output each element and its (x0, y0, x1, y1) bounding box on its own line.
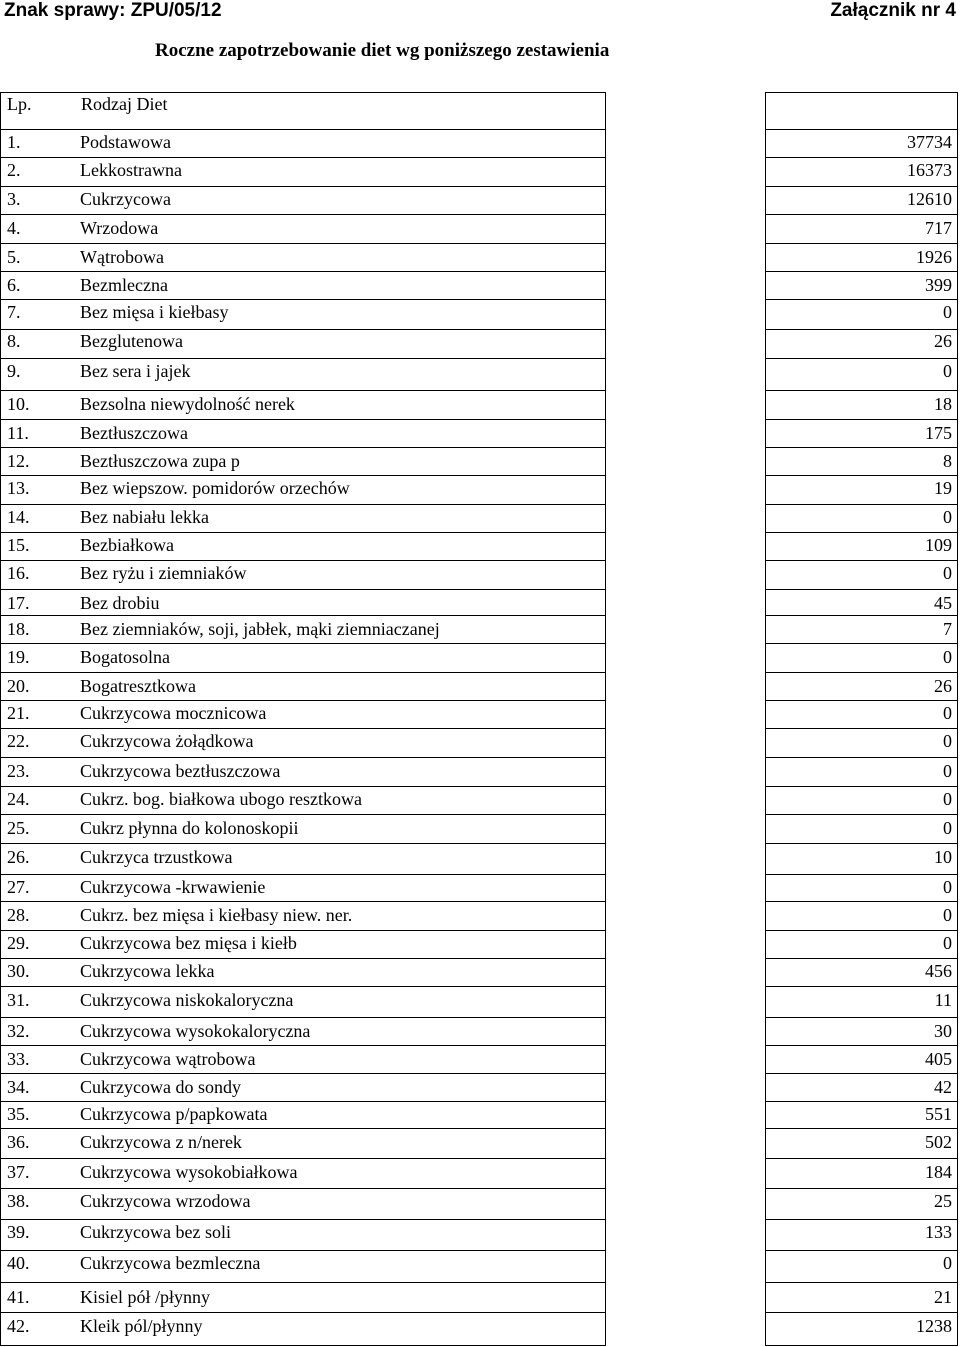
diet-name: Cukrzycowa bezmleczna (80, 1253, 261, 1273)
diet-name: Cukrzycowa wysokobiałkowa (80, 1162, 298, 1182)
row-number: 39. (7, 1222, 30, 1242)
grid-hline (765, 786, 958, 787)
row-number: 35. (7, 1104, 30, 1124)
grid-hline (765, 589, 958, 590)
grid-hline (765, 1073, 958, 1074)
grid-hline (765, 129, 958, 130)
grid-hline (765, 358, 958, 359)
row-number: 38. (7, 1191, 30, 1211)
grid-hline (0, 672, 606, 673)
table-row (0, 1161, 960, 1183)
diet-name: Bezglutenowa (80, 331, 183, 351)
diet-quantity: 717 (925, 218, 952, 238)
row-number: 23. (7, 761, 30, 781)
table-row (0, 477, 960, 499)
table-row (0, 618, 960, 640)
diet-quantity: 1926 (916, 247, 952, 267)
grid-hline (765, 874, 958, 875)
table-row (0, 876, 960, 898)
diet-quantity: 0 (943, 933, 952, 953)
grid-hline (765, 243, 958, 244)
diet-quantity: 0 (943, 703, 952, 723)
diet-quantity: 11 (934, 990, 952, 1010)
diet-name: Kisiel pół /płynny (80, 1287, 210, 1307)
diet-name: Cukrzycowa wątrobowa (80, 1049, 256, 1069)
table-row (0, 360, 960, 382)
case-number: Znak sprawy: ZPU/05/12 (4, 0, 222, 21)
diet-quantity: 0 (943, 789, 952, 809)
grid-hline (0, 1017, 606, 1018)
diet-quantity: 0 (943, 507, 952, 527)
diet-name: Cukrzycowa wrzodowa (80, 1191, 251, 1211)
diet-quantity: 25 (934, 1191, 952, 1211)
grid-hline (765, 1158, 958, 1159)
column-header-lp: Lp. (7, 94, 32, 114)
grid-hline (765, 1128, 958, 1129)
row-number: 1. (7, 132, 21, 152)
diet-quantity: 16373 (907, 160, 952, 180)
grid-hline (765, 615, 958, 616)
grid-hline (765, 643, 958, 644)
table-row (0, 274, 960, 296)
grid-hline (0, 728, 606, 729)
diet-quantity: 405 (925, 1049, 952, 1069)
grid-hline (0, 532, 606, 533)
diet-quantity: 109 (925, 535, 952, 555)
row-number: 12. (7, 451, 30, 471)
row-number: 11. (7, 423, 29, 443)
diet-name: Bez ryżu i ziemniaków (80, 563, 247, 583)
grid-hline (765, 1219, 958, 1220)
row-number: 40. (7, 1253, 30, 1273)
grid-hline (0, 129, 606, 130)
diet-name: Cukrzycowa do sondy (80, 1077, 241, 1097)
table-row (0, 904, 960, 926)
diet-name: Cukrz płynna do kolonoskopii (80, 818, 299, 838)
diet-name: Podstawowa (80, 132, 171, 152)
grid-hline (765, 92, 958, 93)
diet-name: Cukrzycowa -krwawienie (80, 877, 266, 897)
grid-hline (765, 930, 958, 931)
diet-name: Wątrobowa (80, 247, 164, 267)
table-row (0, 1131, 960, 1153)
grid-hline (0, 214, 606, 215)
diet-name: Kleik pól/płynny (80, 1316, 203, 1336)
document-title: Roczne zapotrzebowanie diet wg poniższego zestawienia (155, 40, 610, 61)
diet-quantity: 1238 (916, 1316, 952, 1336)
grid-hline (0, 700, 606, 701)
grid-hline (765, 475, 958, 476)
row-number: 26. (7, 847, 30, 867)
grid-hline (0, 92, 606, 93)
row-number: 20. (7, 676, 30, 696)
grid-hline (765, 728, 958, 729)
row-number: 31. (7, 990, 30, 1010)
diet-name: Bezsolna niewydolność nerek (80, 394, 295, 414)
diet-quantity: 0 (943, 361, 952, 381)
row-number: 5. (7, 247, 21, 267)
attachment-label: Załącznik nr 4 (830, 0, 956, 21)
diet-name: Cukrzycowa wysokokaloryczna (80, 1021, 311, 1041)
diet-quantity: 0 (943, 731, 952, 751)
grid-hline (0, 643, 606, 644)
diet-quantity: 26 (934, 331, 952, 351)
diet-name: Bez drobiu (80, 593, 160, 613)
grid-hline (0, 1282, 606, 1283)
table-row (0, 1190, 960, 1212)
grid-hline (0, 930, 606, 931)
diet-quantity: 0 (943, 905, 952, 925)
grid-hline (0, 271, 606, 272)
table-row (0, 330, 960, 352)
table-row (0, 562, 960, 584)
diet-name: Cukrzycowa żołądkowa (80, 731, 254, 751)
diet-quantity: 399 (925, 275, 952, 295)
grid-hline (0, 1250, 606, 1251)
row-number: 29. (7, 933, 30, 953)
diet-name: Wrzodowa (80, 218, 159, 238)
grid-hline (0, 843, 606, 844)
grid-hline (0, 447, 606, 448)
grid-hline (0, 786, 606, 787)
grid-hline (0, 1045, 606, 1046)
diet-quantity: 12610 (907, 189, 952, 209)
table-row (0, 730, 960, 752)
diet-quantity: 0 (943, 877, 952, 897)
grid-hline (0, 560, 606, 561)
grid-hline (0, 186, 606, 187)
table-row (0, 246, 960, 268)
grid-hline (765, 1101, 958, 1102)
diet-name: Cukrzycowa beztłuszczowa (80, 761, 281, 781)
grid-hline (765, 532, 958, 533)
diet-quantity: 456 (925, 961, 952, 981)
table-row (0, 159, 960, 181)
diet-name: Cukrzycowa lekka (80, 961, 215, 981)
grid-hline (0, 243, 606, 244)
table-row (0, 188, 960, 210)
row-number: 28. (7, 905, 30, 925)
row-number: 15. (7, 535, 30, 555)
diet-name: Cukrzycowa bez mięsa i kiełb (80, 933, 297, 953)
grid-hline (765, 1282, 958, 1283)
column-header-diet-type: Rodzaj Diet (81, 94, 168, 114)
grid-hline (0, 1312, 606, 1313)
grid-hline (765, 214, 958, 215)
table-row (0, 1252, 960, 1274)
diet-quantity: 7 (943, 619, 952, 639)
table-row (0, 932, 960, 954)
diet-name: Bez wiepszow. pomidorów orzechów (80, 478, 350, 498)
table-row (0, 817, 960, 839)
grid-hline (0, 1101, 606, 1102)
row-number: 41. (7, 1287, 30, 1307)
table-row (0, 217, 960, 239)
row-number: 19. (7, 647, 30, 667)
diet-name: Bogatosolna (80, 647, 170, 667)
grid-hline (0, 475, 606, 476)
diet-quantity: 19 (934, 478, 952, 498)
table-row (0, 760, 960, 782)
table-row (0, 788, 960, 810)
diet-name: Bez nabiału lekka (80, 507, 209, 527)
table-row (0, 1315, 960, 1337)
table-row (0, 675, 960, 697)
table-row (0, 1221, 960, 1243)
diet-quantity: 184 (925, 1162, 952, 1182)
diet-name: Bez ziemniaków, soji, jabłek, mąki ziemniaczanej (80, 619, 440, 639)
table-row (0, 1076, 960, 1098)
grid-hline (765, 1312, 958, 1313)
grid-hline (0, 157, 606, 158)
grid-hline (765, 1188, 958, 1189)
diet-quantity: 8 (943, 451, 952, 471)
grid-hline (0, 589, 606, 590)
row-number: 18. (7, 619, 30, 639)
row-number: 34. (7, 1077, 30, 1097)
diet-name: Cukrzycowa z n/nerek (80, 1132, 242, 1152)
row-number: 13. (7, 478, 30, 498)
diet-name: Bogatresztkowa (80, 676, 196, 696)
grid-hline (0, 874, 606, 875)
grid-hline (765, 390, 958, 391)
diet-quantity: 30 (934, 1021, 952, 1041)
diet-name: Bez sera i jajek (80, 361, 191, 381)
diet-quantity: 502 (925, 1132, 952, 1152)
grid-hline (765, 901, 958, 902)
row-number: 14. (7, 507, 30, 527)
diet-name: Bezmleczna (80, 275, 168, 295)
grid-hline (765, 757, 958, 758)
diet-quantity: 551 (925, 1104, 952, 1124)
grid-hline (765, 419, 958, 420)
diet-name: Cukrz. bez mięsa i kiełbasy niew. ner. (80, 905, 353, 925)
row-number: 33. (7, 1049, 30, 1069)
grid-hline (0, 958, 606, 959)
diet-quantity: 0 (943, 1253, 952, 1273)
grid-hline (0, 615, 606, 616)
diet-name: Cukrzycowa (80, 189, 171, 209)
grid-hline (765, 157, 958, 158)
diet-name: Cukrz. bog. białkowa ubogo resztkowa (80, 789, 362, 809)
diet-quantity: 18 (934, 394, 952, 414)
diet-quantity: 26 (934, 676, 952, 696)
diet-quantity: 42 (934, 1077, 952, 1097)
row-number: 6. (7, 275, 21, 295)
table-row (0, 592, 960, 614)
diet-quantity: 45 (934, 593, 952, 613)
table-row (0, 393, 960, 415)
table-row (0, 989, 960, 1011)
table-row (0, 534, 960, 556)
table-row (0, 450, 960, 472)
row-number: 17. (7, 593, 30, 613)
table-row (0, 846, 960, 868)
diet-quantity: 21 (934, 1287, 952, 1307)
row-number: 42. (7, 1316, 30, 1336)
row-number: 37. (7, 1162, 30, 1182)
row-number: 16. (7, 563, 30, 583)
grid-hline (0, 390, 606, 391)
grid-hline (765, 299, 958, 300)
table-row (0, 131, 960, 153)
row-number: 24. (7, 789, 30, 809)
grid-hline (765, 1250, 958, 1251)
grid-hline (765, 958, 958, 959)
table-row (0, 422, 960, 444)
diet-name: Cukrzycowa bez soli (80, 1222, 231, 1242)
row-number: 36. (7, 1132, 30, 1152)
diet-name: Cukrzyca trzustkowa (80, 847, 233, 867)
grid-hline (765, 986, 958, 987)
diet-quantity: 0 (943, 302, 952, 322)
row-number: 2. (7, 160, 21, 180)
row-number: 27. (7, 877, 30, 897)
table-row (0, 646, 960, 668)
diet-name: Cukrzycowa p/papkowata (80, 1104, 268, 1124)
table-row (0, 1103, 960, 1125)
grid-hline (0, 419, 606, 420)
grid-hline (0, 299, 606, 300)
row-number: 10. (7, 394, 30, 414)
diet-quantity: 37734 (907, 132, 952, 152)
grid-hline (0, 1219, 606, 1220)
diet-quantity: 0 (943, 563, 952, 583)
grid-hline (0, 1128, 606, 1129)
grid-hline (765, 186, 958, 187)
diet-name: Beztłuszczowa (80, 423, 188, 443)
grid-hline (0, 901, 606, 902)
diet-quantity: 0 (943, 818, 952, 838)
row-number: 3. (7, 189, 21, 209)
grid-hline (0, 986, 606, 987)
grid-hline (0, 1188, 606, 1189)
table-row (0, 301, 960, 323)
grid-hline (0, 1345, 606, 1346)
grid-hline (765, 504, 958, 505)
table-row (0, 960, 960, 982)
diet-quantity: 0 (943, 761, 952, 781)
diet-name: Beztłuszczowa zupa p (80, 451, 240, 471)
diet-name: Bezbiałkowa (80, 535, 174, 555)
table-row (0, 1020, 960, 1042)
row-number: 25. (7, 818, 30, 838)
diet-quantity: 133 (925, 1222, 952, 1242)
grid-hline (765, 843, 958, 844)
grid-hline (0, 1073, 606, 1074)
grid-hline (765, 271, 958, 272)
diet-name: Cukrzycowa niskokaloryczna (80, 990, 294, 1010)
row-number: 21. (7, 703, 30, 723)
grid-hline (765, 814, 958, 815)
grid-hline (765, 700, 958, 701)
table-row (0, 1048, 960, 1070)
table-row (0, 506, 960, 528)
diet-quantity: 175 (925, 423, 952, 443)
grid-hline (0, 1158, 606, 1159)
grid-hline (765, 447, 958, 448)
table-row (0, 1286, 960, 1308)
row-number: 7. (7, 302, 21, 322)
diet-quantity: 10 (934, 847, 952, 867)
grid-hline (765, 1345, 958, 1346)
diet-name: Bez mięsa i kiełbasy (80, 302, 229, 322)
grid-hline (765, 672, 958, 673)
row-number: 22. (7, 731, 30, 751)
grid-hline (0, 504, 606, 505)
grid-hline (0, 358, 606, 359)
table-row (0, 702, 960, 724)
grid-hline (765, 560, 958, 561)
row-number: 30. (7, 961, 30, 981)
grid-hline (765, 1045, 958, 1046)
row-number: 32. (7, 1021, 30, 1041)
diet-name: Lekkostrawna (80, 160, 182, 180)
grid-hline (765, 1017, 958, 1018)
row-number: 9. (7, 361, 21, 381)
grid-hline (0, 757, 606, 758)
grid-hline (0, 814, 606, 815)
row-number: 4. (7, 218, 21, 238)
diet-name: Cukrzycowa mocznicowa (80, 703, 267, 723)
diet-quantity: 0 (943, 647, 952, 667)
row-number: 8. (7, 331, 21, 351)
